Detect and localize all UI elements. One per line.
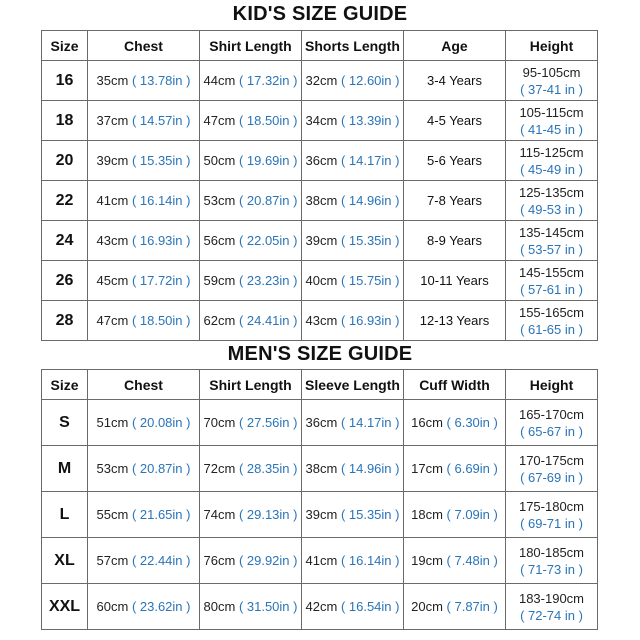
table-row xyxy=(42,301,598,341)
metric-value: 125-135cm xyxy=(518,184,585,200)
imperial-value: ( 23.23in ) xyxy=(238,273,298,288)
metric-value: 105-115cm xyxy=(519,104,584,120)
height-cell xyxy=(506,301,598,341)
table-row xyxy=(42,261,598,301)
imperial-value: ( 14.96in ) xyxy=(340,193,400,208)
sleeve-length-cell xyxy=(302,584,404,630)
metric-value: 38cm xyxy=(305,193,338,208)
mens-size-table xyxy=(41,369,598,630)
table-row xyxy=(42,584,598,630)
metric-value: 60cm xyxy=(96,599,129,614)
age-cell: 3-4 Years xyxy=(404,61,506,101)
cuff-width-cell xyxy=(404,492,506,538)
imperial-value: ( 22.44in ) xyxy=(131,553,191,568)
metric-value: 80cm xyxy=(203,599,236,614)
metric-value: 16cm xyxy=(411,415,443,430)
shirt-length-cell xyxy=(200,400,302,446)
kids-header-shorts-length: Shorts Length xyxy=(302,31,404,61)
metric-value: 39cm xyxy=(305,233,338,248)
metric-value: 74cm xyxy=(203,507,236,522)
metric-value: 18cm xyxy=(411,507,443,522)
metric-value: 165-170cm xyxy=(518,406,585,422)
imperial-value: ( 13.78in ) xyxy=(131,73,191,88)
kids-header-size: Size xyxy=(42,31,88,61)
cuff-width-cell xyxy=(404,446,506,492)
metric-value: 145-155cm xyxy=(518,264,585,280)
shorts-length-cell xyxy=(302,101,404,141)
metric-value: 57cm xyxy=(96,553,129,568)
imperial-value: ( 13.39in ) xyxy=(340,113,400,128)
metric-value: 50cm xyxy=(203,153,236,168)
mens-header-size: Size xyxy=(42,370,88,400)
metric-value: 175-180cm xyxy=(518,498,585,514)
metric-value: 180-185cm xyxy=(518,544,585,560)
sleeve-length-cell xyxy=(302,538,404,584)
age-cell: 7-8 Years xyxy=(404,181,506,221)
metric-value: 44cm xyxy=(203,73,236,88)
imperial-value: ( 17.32in ) xyxy=(238,73,298,88)
chest-cell xyxy=(88,221,200,261)
imperial-value: ( 7.09in ) xyxy=(446,507,498,522)
shorts-length-cell xyxy=(302,261,404,301)
metric-value: 32cm xyxy=(305,73,338,88)
metric-value: 53cm xyxy=(203,193,236,208)
height-cell xyxy=(506,492,598,538)
table-row xyxy=(42,181,598,221)
table-row xyxy=(42,492,598,538)
shorts-length-cell xyxy=(302,141,404,181)
imperial-value: ( 24.41in ) xyxy=(238,313,298,328)
cuff-width-cell xyxy=(404,538,506,584)
imperial-value: ( 20.08in ) xyxy=(131,415,191,430)
height-cell xyxy=(506,584,598,630)
age-cell: 5-6 Years xyxy=(404,141,506,181)
height-cell xyxy=(506,261,598,301)
imperial-value: ( 57-61 in ) xyxy=(520,281,583,297)
imperial-value: ( 19.69in ) xyxy=(238,153,298,168)
shirt-length-cell xyxy=(200,538,302,584)
imperial-value: ( 69-71 in ) xyxy=(520,515,583,531)
imperial-value: ( 20.87in ) xyxy=(238,193,298,208)
imperial-value: ( 28.35in ) xyxy=(238,461,298,476)
size-label: XL xyxy=(42,538,88,584)
age-cell: 10-11 Years xyxy=(404,261,506,301)
metric-value: 36cm xyxy=(305,415,338,430)
shirt-length-cell xyxy=(200,141,302,181)
imperial-value: ( 6.30in ) xyxy=(446,415,498,430)
mens-header-shirt-length: Shirt Length xyxy=(200,370,302,400)
size-label: 20 xyxy=(42,141,88,181)
kids-header-age: Age xyxy=(404,31,506,61)
metric-value: 115-125cm xyxy=(519,144,584,160)
cuff-width-cell xyxy=(404,584,506,630)
shorts-length-cell xyxy=(302,221,404,261)
imperial-value: ( 65-67 in ) xyxy=(520,423,583,439)
kids-size-guide-title: KID'S SIZE GUIDE xyxy=(232,3,408,25)
chest-cell xyxy=(88,261,200,301)
imperial-value: ( 71-73 in ) xyxy=(520,561,583,577)
imperial-value: ( 29.92in ) xyxy=(238,553,298,568)
table-row xyxy=(42,400,598,446)
size-label: L xyxy=(42,492,88,538)
mens-header-row xyxy=(42,370,598,400)
shirt-length-cell xyxy=(200,446,302,492)
size-label: M xyxy=(42,446,88,492)
table-row xyxy=(42,538,598,584)
imperial-value: ( 14.17in ) xyxy=(340,415,400,430)
chest-cell xyxy=(88,400,200,446)
metric-value: 62cm xyxy=(203,313,236,328)
imperial-value: ( 15.75in ) xyxy=(340,273,400,288)
imperial-value: ( 12.60in ) xyxy=(340,73,400,88)
imperial-value: ( 61-65 in ) xyxy=(520,321,583,337)
metric-value: 37cm xyxy=(96,113,129,128)
shorts-length-cell xyxy=(302,61,404,101)
imperial-value: ( 31.50in ) xyxy=(238,599,298,614)
mens-header-chest: Chest xyxy=(88,370,200,400)
imperial-value: ( 29.13in ) xyxy=(238,507,298,522)
chest-cell xyxy=(88,301,200,341)
metric-value: 36cm xyxy=(305,153,338,168)
metric-value: 43cm xyxy=(96,233,129,248)
metric-value: 42cm xyxy=(305,599,338,614)
imperial-value: ( 16.93in ) xyxy=(340,313,400,328)
height-cell xyxy=(506,538,598,584)
shirt-length-cell xyxy=(200,181,302,221)
metric-value: 51cm xyxy=(96,415,129,430)
metric-value: 39cm xyxy=(96,153,129,168)
chest-cell xyxy=(88,446,200,492)
shirt-length-cell xyxy=(200,101,302,141)
table-row xyxy=(42,61,598,101)
metric-value: 70cm xyxy=(203,415,236,430)
imperial-value: ( 7.48in ) xyxy=(446,553,498,568)
imperial-value: ( 22.05in ) xyxy=(238,233,298,248)
metric-value: 155-165cm xyxy=(518,304,585,320)
height-cell xyxy=(506,400,598,446)
mens-header-cuff-width: Cuff Width xyxy=(404,370,506,400)
imperial-value: ( 14.96in ) xyxy=(340,461,400,476)
metric-value: 95-105cm xyxy=(522,64,581,80)
size-label: 16 xyxy=(42,61,88,101)
imperial-value: ( 53-57 in ) xyxy=(520,241,583,257)
metric-value: 39cm xyxy=(305,507,338,522)
metric-value: 17cm xyxy=(411,461,443,476)
mens-size-guide-title: MEN'S SIZE GUIDE xyxy=(227,343,413,365)
sleeve-length-cell xyxy=(302,446,404,492)
metric-value: 183-190cm xyxy=(518,590,585,606)
imperial-value: ( 15.35in ) xyxy=(340,233,400,248)
imperial-value: ( 17.72in ) xyxy=(131,273,191,288)
table-row xyxy=(42,101,598,141)
imperial-value: ( 18.50in ) xyxy=(131,313,191,328)
kids-size-table xyxy=(41,30,598,341)
imperial-value: ( 49-53 in ) xyxy=(520,201,583,217)
chest-cell xyxy=(88,584,200,630)
metric-value: 45cm xyxy=(96,273,129,288)
cuff-width-cell xyxy=(404,400,506,446)
shirt-length-cell xyxy=(200,492,302,538)
shorts-length-cell xyxy=(302,181,404,221)
size-label: 22 xyxy=(42,181,88,221)
chest-cell xyxy=(88,181,200,221)
metric-value: 56cm xyxy=(203,233,236,248)
imperial-value: ( 7.87in ) xyxy=(446,599,498,614)
kids-header-row xyxy=(42,31,598,61)
chest-cell xyxy=(88,101,200,141)
metric-value: 43cm xyxy=(305,313,338,328)
size-label: 18 xyxy=(42,101,88,141)
imperial-value: ( 41-45 in ) xyxy=(520,121,583,137)
imperial-value: ( 15.35in ) xyxy=(131,153,191,168)
kids-header-height: Height xyxy=(506,31,598,61)
table-row xyxy=(42,141,598,181)
imperial-value: ( 6.69in ) xyxy=(446,461,498,476)
height-cell xyxy=(506,141,598,181)
size-label: 24 xyxy=(42,221,88,261)
metric-value: 19cm xyxy=(411,553,443,568)
imperial-value: ( 27.56in ) xyxy=(238,415,298,430)
chest-cell xyxy=(88,141,200,181)
mens-header-height: Height xyxy=(506,370,598,400)
imperial-value: ( 67-69 in ) xyxy=(520,469,583,485)
kids-header-chest: Chest xyxy=(88,31,200,61)
imperial-value: ( 18.50in ) xyxy=(238,113,298,128)
imperial-value: ( 16.54in ) xyxy=(340,599,400,614)
shorts-length-cell xyxy=(302,301,404,341)
size-label: 26 xyxy=(42,261,88,301)
imperial-value: ( 23.62in ) xyxy=(131,599,191,614)
imperial-value: ( 14.17in ) xyxy=(340,153,400,168)
shirt-length-cell xyxy=(200,61,302,101)
age-cell: 12-13 Years xyxy=(404,301,506,341)
imperial-value: ( 20.87in ) xyxy=(131,461,191,476)
imperial-value: ( 16.14in ) xyxy=(340,553,400,568)
chest-cell xyxy=(88,492,200,538)
metric-value: 34cm xyxy=(305,113,338,128)
imperial-value: ( 16.93in ) xyxy=(131,233,191,248)
imperial-value: ( 21.65in ) xyxy=(131,507,191,522)
metric-value: 40cm xyxy=(305,273,338,288)
size-label: XXL xyxy=(42,584,88,630)
height-cell xyxy=(506,101,598,141)
chest-cell xyxy=(88,538,200,584)
height-cell xyxy=(506,61,598,101)
shirt-length-cell xyxy=(200,261,302,301)
metric-value: 135-145cm xyxy=(518,224,585,240)
height-cell xyxy=(506,181,598,221)
metric-value: 72cm xyxy=(203,461,236,476)
imperial-value: ( 45-49 in ) xyxy=(520,161,583,177)
imperial-value: ( 15.35in ) xyxy=(340,507,400,522)
table-row xyxy=(42,221,598,261)
age-cell: 4-5 Years xyxy=(404,101,506,141)
shirt-length-cell xyxy=(200,221,302,261)
size-label: 28 xyxy=(42,301,88,341)
sleeve-length-cell xyxy=(302,400,404,446)
metric-value: 41cm xyxy=(96,193,129,208)
kids-header-shirt-length: Shirt Length xyxy=(200,31,302,61)
metric-value: 41cm xyxy=(305,553,338,568)
metric-value: 53cm xyxy=(96,461,129,476)
metric-value: 76cm xyxy=(203,553,236,568)
shirt-length-cell xyxy=(200,301,302,341)
height-cell xyxy=(506,446,598,492)
mens-header-sleeve-length: Sleeve Length xyxy=(302,370,404,400)
metric-value: 20cm xyxy=(411,599,443,614)
metric-value: 47cm xyxy=(96,313,129,328)
height-cell xyxy=(506,221,598,261)
age-cell: 8-9 Years xyxy=(404,221,506,261)
chest-cell xyxy=(88,61,200,101)
imperial-value: ( 72-74 in ) xyxy=(520,607,583,623)
metric-value: 38cm xyxy=(305,461,338,476)
metric-value: 35cm xyxy=(96,73,129,88)
shirt-length-cell xyxy=(200,584,302,630)
metric-value: 55cm xyxy=(96,507,129,522)
metric-value: 47cm xyxy=(203,113,236,128)
metric-value: 170-175cm xyxy=(518,452,585,468)
sleeve-length-cell xyxy=(302,492,404,538)
imperial-value: ( 37-41 in ) xyxy=(520,81,583,97)
imperial-value: ( 16.14in ) xyxy=(131,193,191,208)
table-row xyxy=(42,446,598,492)
imperial-value: ( 14.57in ) xyxy=(131,113,191,128)
size-label: S xyxy=(42,400,88,446)
metric-value: 59cm xyxy=(203,273,236,288)
